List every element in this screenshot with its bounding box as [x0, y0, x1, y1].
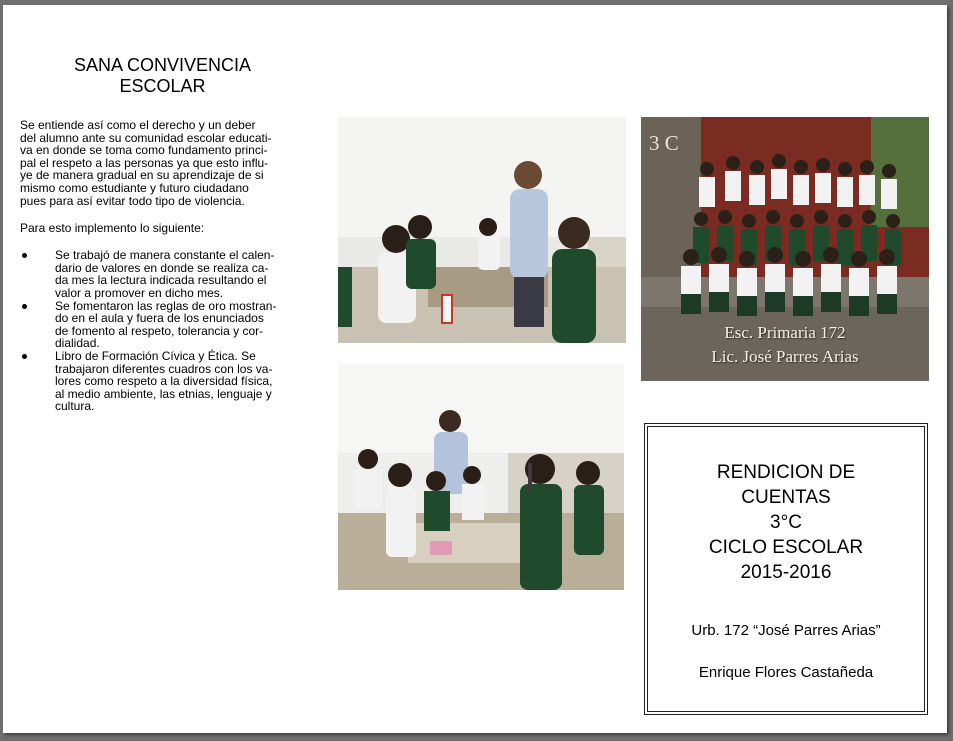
section-title-line-2: ESCOLAR [119, 76, 206, 96]
intro-line: mismo como estudiante y futuro ciudadano [20, 180, 249, 195]
bullet-line: da mes la lectura indicada resultando el [55, 273, 267, 288]
bullet-icon [22, 354, 27, 359]
intro-line: pues para así evitar todo tipo de violencia. [20, 193, 245, 208]
classroom-photo-2-image [338, 363, 624, 590]
bullet-line: de fomento al respeto, tolerancia y cor- [55, 323, 264, 338]
bullet-line: lores como respeto a la diversidad física, [55, 374, 273, 389]
cover-title-line: 2015-2016 [740, 562, 832, 583]
bullet-line: Se trabajó de manera constante el calen- [55, 248, 275, 263]
bullet-line: trabajaron diferentes cuadros con los va- [55, 361, 273, 376]
section-title [20, 55, 305, 97]
cover-title-line: CUENTAS [741, 487, 831, 508]
bullet-line: Se fomentaron las reglas de oro mostran- [55, 298, 277, 313]
bullet-line: valor a promover en dicho mes. [55, 285, 224, 300]
bullet-line: cultura. [55, 399, 95, 414]
left-column [20, 55, 305, 413]
cover-title-line: CICLO ESCOLAR [708, 537, 864, 558]
intro-paragraph [20, 119, 305, 207]
classroom-photo-1-image [338, 117, 626, 343]
group-photo-caption-line-1: Esc. Primaria 172 [724, 323, 846, 342]
classroom-photo-1 [338, 117, 626, 343]
cover-title-line: 3°C [770, 512, 802, 533]
intro-line: ye de manera gradual en su aprendizaje de si [20, 168, 264, 183]
intro-line: del alumno ante su comunidad escolar educati- [20, 130, 272, 145]
bullet-line: do en el aula y fuera de los enunciados [55, 311, 264, 326]
group-photo-label: 3 C [649, 131, 679, 155]
bullet-icon [22, 253, 27, 258]
bullet-item [20, 249, 305, 299]
intro-line: pal el respeto a las personas ya que esto influ- [20, 155, 269, 170]
cover-title-line: RENDICION DE [716, 462, 856, 483]
bullet-list [20, 249, 305, 413]
classroom-photo-2 [338, 363, 624, 590]
cover-school-name: Urb. 172 “José Parres Arias” [691, 622, 881, 639]
bullet-item [20, 300, 305, 350]
bullet-icon [22, 304, 27, 309]
cover-title [648, 427, 924, 585]
document-page [3, 5, 947, 733]
cover-inner-frame [647, 426, 925, 712]
group-photo-caption-line-2: Lic. José Parres Arias [711, 347, 859, 366]
bullet-line: Libro de Formación Cívica y Ética. Se [55, 348, 256, 363]
cover-box [644, 423, 928, 715]
bullet-line: dialidad. [55, 336, 100, 351]
section-title-line-1: SANA CONVIVENCIA [73, 55, 252, 75]
bullet-line: dario de valores en donde se realiza ca- [55, 260, 269, 275]
group-photo [641, 117, 929, 381]
subheading: Para esto implemento lo siguiente: [20, 221, 205, 236]
cover-author-name: Enrique Flores Castañeda [698, 664, 874, 681]
intro-line: Se entiende así como el derecho y un deber [20, 118, 256, 132]
intro-line: va en donde se toma como fundamento princi- [20, 143, 268, 158]
bullet-line: al medio ambiente, las etnias, lenguaje y [55, 386, 272, 401]
bullet-item [20, 350, 305, 413]
